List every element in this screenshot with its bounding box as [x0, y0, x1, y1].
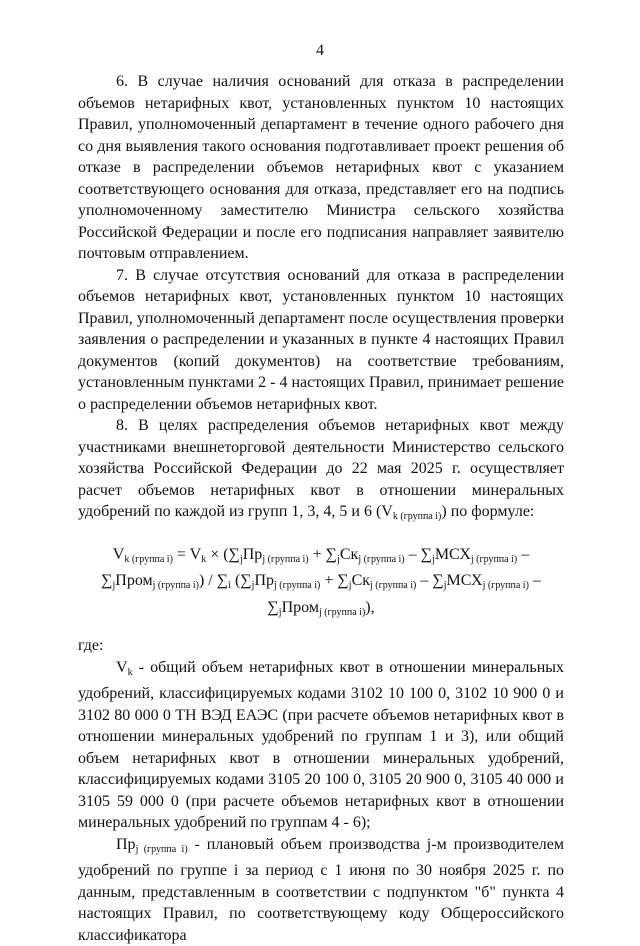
- formula-subscript: j (группа i): [262, 554, 308, 565]
- formula-subscript: k (группа i): [124, 554, 173, 565]
- formula-term: Пром: [282, 599, 319, 616]
- formula-subscript: j: [279, 607, 282, 618]
- formula-subscript: j (группа i): [370, 580, 416, 591]
- definition-text: - плановый объем производства j-м производителем удобрений по группе i за период с 1 июня по 30 ноября 2025 г. по данным, представленным в соответствии с подпунктом "б" пункта 4 настоящих Правил, по соответствующему коду Общероссийского классификатора: [78, 836, 564, 944]
- formula-term: Пр: [243, 546, 263, 563]
- formula-subscript: j: [432, 554, 435, 565]
- definition-pr: [78, 834, 564, 946]
- formula-subscript: j: [240, 554, 243, 565]
- formula-subscript: k: [201, 554, 206, 565]
- formula-line-1: [78, 544, 564, 571]
- formula-term: Пром: [115, 572, 152, 589]
- paragraph-7: 7. В случае отсутствия оснований для отказа в распределении объемов нетарифных квот, установленных пунктом 10 настоящих Правил, уполномоченный департамент после осуществления проверки заявления о распределении и указанных в пункте 4 настоящих Правил документов (копий документов) на соответствие требованиям, установленным пунктами 2 - 4 настоящих Правил, принимает решение о распределении объемов нетарифных квот.: [78, 265, 564, 416]
- formula-subscript: j: [349, 580, 352, 591]
- formula-subscript: j (группа i): [483, 580, 529, 591]
- formula-subscript: j: [252, 580, 255, 591]
- definition-vk: [78, 657, 564, 834]
- formula-term: = V: [173, 546, 201, 563]
- formula-subscript: i: [228, 580, 231, 591]
- definition-subscript: k: [128, 667, 133, 678]
- formula-line-3: [78, 597, 564, 624]
- quota-formula: [78, 544, 564, 624]
- formula-term: МСХ: [435, 546, 471, 563]
- formula-term: МСХ: [447, 572, 483, 589]
- definition-symbol: Пр: [116, 836, 136, 853]
- paragraph-8: [78, 415, 564, 528]
- formula-subscript: j: [444, 580, 447, 591]
- formula-subscript: j (группа i): [153, 580, 199, 591]
- definition-subscript: j (группа i): [136, 844, 188, 855]
- paragraph-8-tail: ) по формуле:: [441, 503, 534, 520]
- formula-term: × (∑: [206, 546, 240, 563]
- formula-term: – ∑: [405, 546, 432, 563]
- formula-subscript: j (группа i): [358, 554, 404, 565]
- formula-term: – ∑: [416, 572, 443, 589]
- page-number: 4: [0, 42, 640, 60]
- formula-term: V: [113, 546, 125, 563]
- paragraph-8-text: 8. В целях распределения объемов нетарифных квот между участниками внешнеторговой деятельности Министерство сельского хозяйства Российской Федерации до 22 мая 2025 г. осуществляет расчет объемов нетарифных квот в отношении минеральных удобрений по каждой из групп 1, 3, 4, 5 и 6 (V: [78, 417, 564, 520]
- definition-symbol: V: [116, 659, 128, 676]
- paragraph-6: 6. В случае наличия оснований для отказа в распределении объемов нетарифных квот, установленных пунктом 10 настоящих Правил, уполномоченный департамент в течение одного рабочего дня со дня выявления такого основания подготавливает проект решения об отказе в распределении объемов нетарифных квот с указанием соответствующего основания для отказа, представляет его на подпись уполномоченному заместителю Министра сельского хозяйства Российской Федерации и после его подписания направляет заявителю почтовым отправлением.: [78, 71, 564, 265]
- formula-term: Ск: [352, 572, 370, 589]
- formula-subscript: j: [112, 580, 115, 591]
- formula-term: ∑: [101, 572, 112, 589]
- formula-term: ),: [365, 599, 374, 616]
- paragraph-8-subscript: k (группа i): [393, 511, 442, 522]
- formula-term: + ∑: [309, 546, 337, 563]
- formula-term: + ∑: [320, 572, 348, 589]
- formula-term: ) / ∑: [199, 572, 228, 589]
- formula-term: Ск: [340, 546, 358, 563]
- formula-line-2: [78, 570, 564, 597]
- formula-subscript: j (группа i): [471, 554, 517, 565]
- where-label: где:: [78, 635, 564, 657]
- formula-subscript: j (группа i): [319, 607, 365, 618]
- formula-term: ∑: [267, 599, 278, 616]
- definition-text: - общий объем нетарифных квот в отношении минеральных удобрений, классифицируемых кодами 3102 10 100 0, 3102 10 900 0 и 3102 80 000 0 ТН ВЭД ЕАЭС (при расчете объемов нетарифных квот в отношении минеральных удобрений по группам 1 и 3), или общий объем нетарифных квот в отношении минеральных удобрений, классифицируемых кодами 3105 20 100 0, 3105 20 900 0, 3105 40 000 и 3105 59 000 0 (при расчете объемов нетарифных квот в отношении минеральных удобрений по группам 4 - 6);: [78, 659, 564, 832]
- document-body: [78, 71, 564, 946]
- formula-subscript: j (группа i): [274, 580, 320, 591]
- formula-term: (∑: [231, 572, 252, 589]
- formula-term: –: [529, 572, 541, 589]
- formula-term: –: [517, 546, 529, 563]
- formula-term: Пр: [254, 572, 274, 589]
- formula-subscript: j: [337, 554, 340, 565]
